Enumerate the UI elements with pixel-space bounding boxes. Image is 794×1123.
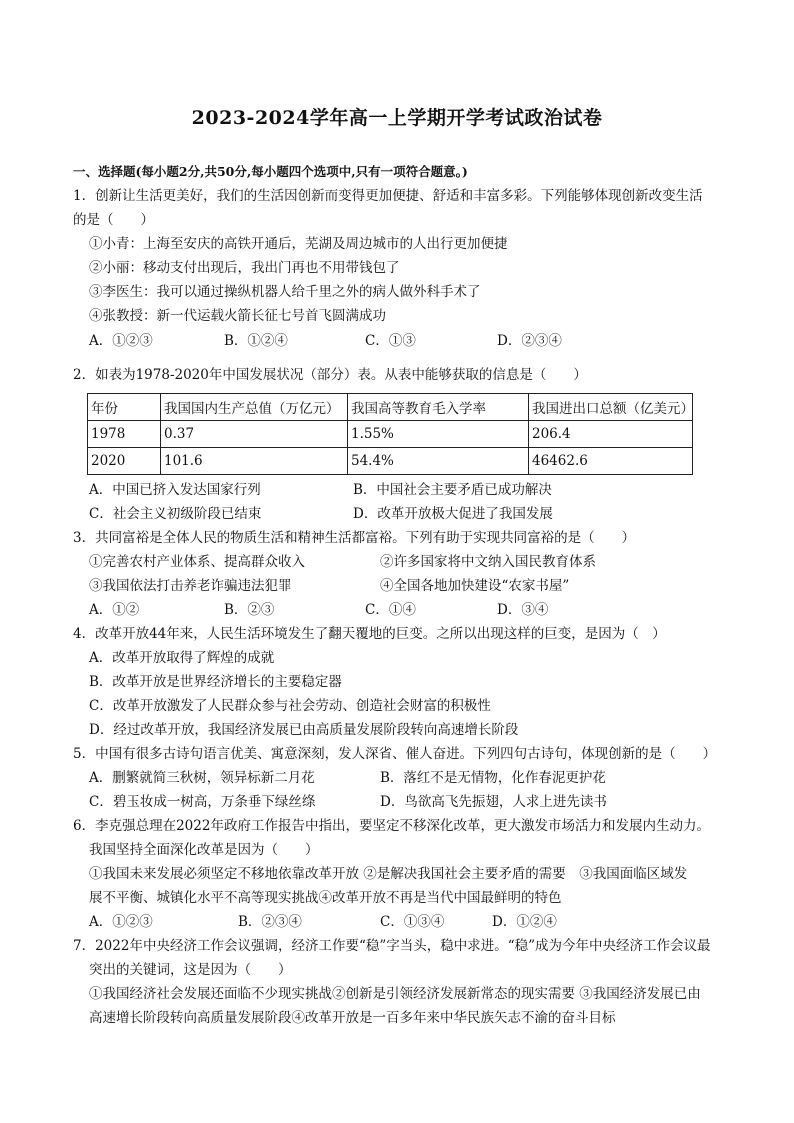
q1-option-b: B．①②④: [224, 333, 288, 349]
section-header: 一、选择题(每小题2分,共50分,每小题四个选项中,只有一项符合题意。): [73, 164, 468, 179]
q1-item: ④张教授：新一代运载火箭长征七号首飞圆满成功: [89, 308, 386, 324]
q6-option-a: A．①②③: [89, 914, 153, 930]
table-row: [88, 448, 693, 475]
table-cell: 101.6: [161, 448, 348, 475]
q3-option-d: D．③④: [497, 602, 549, 618]
table-header-row: [88, 394, 693, 421]
table-header-cell: 我国国内生产总值（万亿元）: [161, 394, 348, 421]
q1-stem-line2: 的是（ ）: [73, 212, 154, 228]
q7-items-line2: 高速增长阶段转向高质量发展阶段④改革开放是一百多年来中华民族矢志不渝的奋斗目标: [89, 1010, 616, 1026]
q3-item: ③我国依法打击养老诈骗违法犯罪: [89, 578, 292, 594]
q3-option-c: C．①④: [365, 602, 416, 618]
q1-option-d: D．②③④: [497, 333, 562, 349]
q4-stem: 4．改革开放44年来，人民生活环境发生了翻天覆地的巨变。之所以出现这样的巨变，是因为（ ）: [73, 626, 666, 642]
q3-stem: 3．共同富裕是全体人民的物质生活和精神生活都富裕。下列有助于实现共同富裕的是（ ）: [73, 530, 636, 546]
table-header-cell: 我国进出口总额（亿美元）: [529, 394, 693, 421]
table-header-cell: 年份: [88, 394, 161, 421]
q3-item: ②许多国家将中文纳入国民教育体系: [380, 554, 596, 570]
q1-option-a: A．①②③: [89, 333, 153, 349]
q4-option-a: A．改革开放取得了辉煌的成就: [89, 650, 275, 666]
q2-stem: 2．如表为1978-2020年中国发展状况（部分）表。从表中能够获取的信息是（ ）: [73, 367, 587, 383]
q1-item: ③李医生：我可以通过操纵机器人给千里之外的病人做外科手术了: [89, 284, 481, 300]
q6-option-d: D．①②④: [492, 914, 557, 930]
table-cell: 1978: [88, 421, 161, 448]
page-title: 2023-2024学年高一上学期开学考试政治试卷: [191, 107, 603, 129]
q4-option-d: D．经过改革开放，我国经济发展已由高质量发展阶段转向高速增长阶段: [89, 722, 519, 738]
table-cell: 0.37: [161, 421, 348, 448]
q6-items-line2: 展不平衡、城镇化水平不高等现实挑战④改革开放不再是当代中国最鲜明的特色: [89, 890, 562, 906]
q3-option-a: A．①②: [89, 602, 140, 618]
q6-option-c: C．①③④: [380, 914, 445, 930]
q2-option-b: B．中国社会主要矛盾已成功解决: [353, 482, 552, 498]
q4-option-c: C．改革开放激发了人民群众参与社会劳动、创造社会财富的积极性: [89, 698, 491, 714]
table-cell: 206.4: [529, 421, 693, 448]
q5-option-c: C．碧玉妆成一树高，万条垂下绿丝绦: [89, 794, 316, 810]
table-cell: 2020: [88, 448, 161, 475]
q2-option-d: D．改革开放极大促进了我国发展: [353, 506, 553, 522]
table-cell: 1.55%: [348, 421, 529, 448]
q1-option-c: C．①③: [365, 333, 416, 349]
table-row: [88, 421, 693, 448]
q5-option-b: B．落红不是无情物，化作春泥更护花: [380, 770, 606, 786]
q6-items-line1: ①我国未来发展必须坚定不移地依靠改革开放 ②是解决我国社会主要矛盾的需要 ③我国面临区域发: [89, 866, 688, 882]
q5-option-a: A．删繁就简三秋树，领异标新二月花: [89, 770, 315, 786]
q7-stem-line2: 突出的关键词，这是因为（ ）: [89, 962, 292, 978]
q1-item: ②小丽：移动支付出现后，我出门再也不用带钱包了: [89, 260, 400, 276]
q3-item: ④全国各地加快建设“农家书屋”: [380, 578, 570, 594]
development-table: [87, 393, 693, 475]
q7-items-line1: ①我国经济社会发展还面临不少现实挑战②创新是引领经济发展新常态的现实需要 ③我国经济发展已由: [89, 986, 701, 1002]
q7-stem-line1: 7．2022年中央经济工作会议强调，经济工作要“稳”字当头，稳中求进。“稳”成为今年中央经济工作会议最: [73, 938, 711, 954]
table-header-cell: 我国高等教育毛入学率: [348, 394, 529, 421]
q2-option-c: C．社会主义初级阶段已结束: [89, 506, 262, 522]
q5-stem: 5．中国有很多古诗句语言优美、寓意深刻，发人深省、催人奋进。下列四句古诗句，体现创新的是（ ）: [73, 746, 717, 762]
q1-stem-line1: 1．创新让生活更美好，我们的生活因创新而变得更加便捷、舒适和丰富多彩。下列能够体现创新改变生活: [73, 188, 703, 204]
q6-option-b: B．②③④: [238, 914, 302, 930]
q1-item: ①小青：上海至安庆的高铁开通后，芜湖及周边城市的人出行更加便捷: [89, 236, 508, 252]
q6-stem-line2: 我国坚持全面深化改革是因为（ ）: [89, 842, 319, 858]
q3-item: ①完善农村产业体系、提高群众收入: [89, 554, 305, 570]
q6-stem-line1: 6．李克强总理在2022年政府工作报告中指出，要坚定不移深化改革，更大激发市场活力和发展内生动力。: [73, 818, 710, 834]
q3-option-b: B．②③: [224, 602, 275, 618]
q4-option-b: B．改革开放是世界经济增长的主要稳定器: [89, 674, 342, 690]
table-cell: 46462.6: [529, 448, 693, 475]
q5-option-d: D．鸟欲高飞先振翅，人求上进先读书: [380, 794, 607, 810]
table-cell: 54.4%: [348, 448, 529, 475]
q2-option-a: A．中国已挤入发达国家行列: [89, 482, 261, 498]
